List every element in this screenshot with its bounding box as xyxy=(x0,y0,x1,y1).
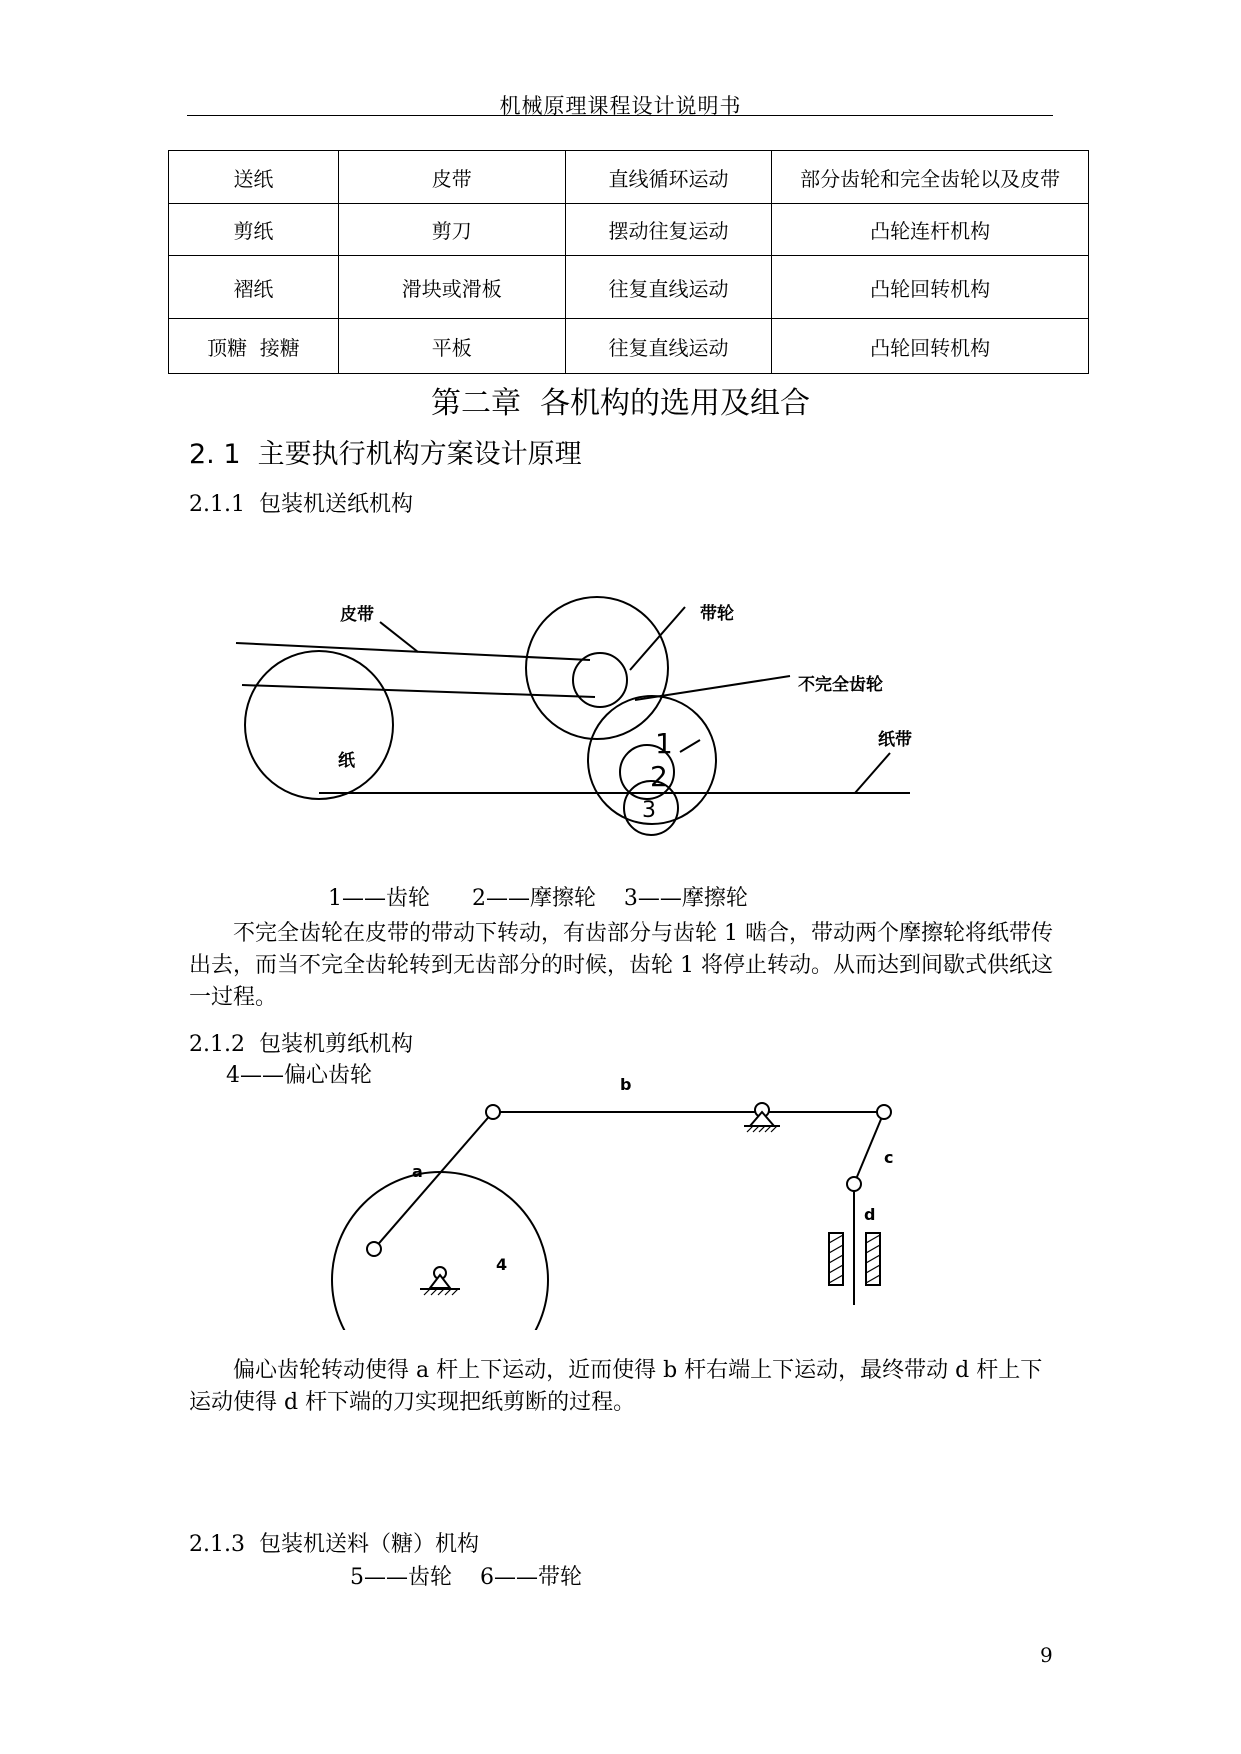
subsection-title: 包装机剪纸机构 xyxy=(258,1032,413,1057)
section-title: 2. 1 主要执行机构方案设计原理 xyxy=(189,439,582,470)
table-cell: 凸轮回转机构 xyxy=(772,256,1089,319)
label-number-2: 2 xyxy=(650,760,668,793)
leader-partial-gear xyxy=(635,676,790,700)
subsection-title: 包装机送纸机构 xyxy=(258,492,413,517)
label-partial-gear: 不完全齿轮 xyxy=(798,675,883,695)
label-paper: 纸 xyxy=(338,751,355,771)
pulley-circle xyxy=(573,653,627,707)
page-header: 机械原理课程设计说明书 xyxy=(499,94,742,118)
subsection-2-1-3-heading xyxy=(189,1527,479,1558)
leader-pulley xyxy=(630,607,685,670)
joint-cd xyxy=(847,1177,861,1191)
pivot-gear-support xyxy=(430,1275,450,1288)
rod-a xyxy=(374,1112,493,1249)
table-cell: 滑块或滑板 xyxy=(338,256,565,319)
label-d: d xyxy=(864,1205,876,1224)
diagram-1-legend: 1——齿轮 2——摩擦轮 3——摩擦轮 xyxy=(328,886,748,911)
subsection-title: 包装机送料（糖）机构 xyxy=(258,1532,479,1557)
table-cell: 送纸 xyxy=(169,151,339,204)
subsection-number: 2.1.2 xyxy=(189,1032,245,1057)
label-c: c xyxy=(884,1148,894,1167)
leader-gear-1 xyxy=(680,740,700,752)
label-belt: 皮带 xyxy=(340,605,374,625)
table-cell: 直线循环运动 xyxy=(565,151,772,204)
label-a: a xyxy=(412,1162,423,1181)
table-cell: 剪纸 xyxy=(169,204,339,256)
joint-a-crank xyxy=(367,1242,381,1256)
page-number: 9 xyxy=(1040,1643,1053,1667)
chapter-title: 第二章 各机构的选用及组合 xyxy=(430,386,811,421)
paper-cut-diagram xyxy=(0,1060,1241,1330)
joint-bc xyxy=(877,1105,891,1119)
table-cell: 剪刀 xyxy=(338,204,565,256)
table-cell: 皮带 xyxy=(338,151,565,204)
label-number-3: 3 xyxy=(642,798,656,823)
paragraph-paper-feed: 不完全齿轮在皮带的带动下转动，有齿部分与齿轮 1 啮合，带动两个摩擦轮将纸带传出去，而当不完全齿轮转到无齿部分的时候，齿轮 1 将停止转动。从而达到间歇式供纸这一过程。 xyxy=(189,921,1053,1010)
table-cell: 往复直线运动 xyxy=(565,319,772,374)
table-cell: 顶糖 接糖 xyxy=(169,319,339,374)
table-cell: 平板 xyxy=(338,319,565,374)
partial-gear-circle xyxy=(526,597,668,739)
eccentric-gear-circle xyxy=(332,1172,548,1330)
diagram-2-legend: 4——偏心齿轮 xyxy=(226,1063,372,1088)
table-cell: 褶纸 xyxy=(169,256,339,319)
table-cell: 凸轮回转机构 xyxy=(772,319,1089,374)
leader-belt xyxy=(380,622,418,652)
label-number-1: 1 xyxy=(655,727,673,760)
joint-ab xyxy=(486,1105,500,1119)
label-b: b xyxy=(620,1075,632,1094)
paper-roll-circle xyxy=(245,651,393,799)
table-cell: 往复直线运动 xyxy=(565,256,772,319)
subsection-number: 2.1.1 xyxy=(189,492,245,517)
leader-paper-strip xyxy=(855,753,890,793)
table-cell: 部分齿轮和完全齿轮以及皮带 xyxy=(772,151,1089,204)
belt-lower-line xyxy=(242,685,595,697)
rod-c xyxy=(854,1112,884,1184)
subsection-2-1-2-heading xyxy=(189,1027,413,1058)
label-4: 4 xyxy=(496,1255,508,1274)
subsection-number: 2.1.3 xyxy=(189,1532,245,1557)
paragraph-paper-cut: 偏心齿轮转动使得 a 杆上下运动，近而使得 b 杆右端上下运动，最终带动 d 杆上下运动使得 d 杆下端的刀实现把纸剪断的过程。 xyxy=(189,1358,1043,1415)
pivot-b-support xyxy=(750,1112,774,1126)
table-cell: 摆动往复运动 xyxy=(565,204,772,256)
label-paper-strip: 纸带 xyxy=(878,730,912,750)
label-pulley: 带轮 xyxy=(700,604,734,624)
diagram-3-legend: 5——齿轮 6——带轮 xyxy=(350,1565,582,1590)
table-cell: 凸轮连杆机构 xyxy=(772,204,1089,256)
